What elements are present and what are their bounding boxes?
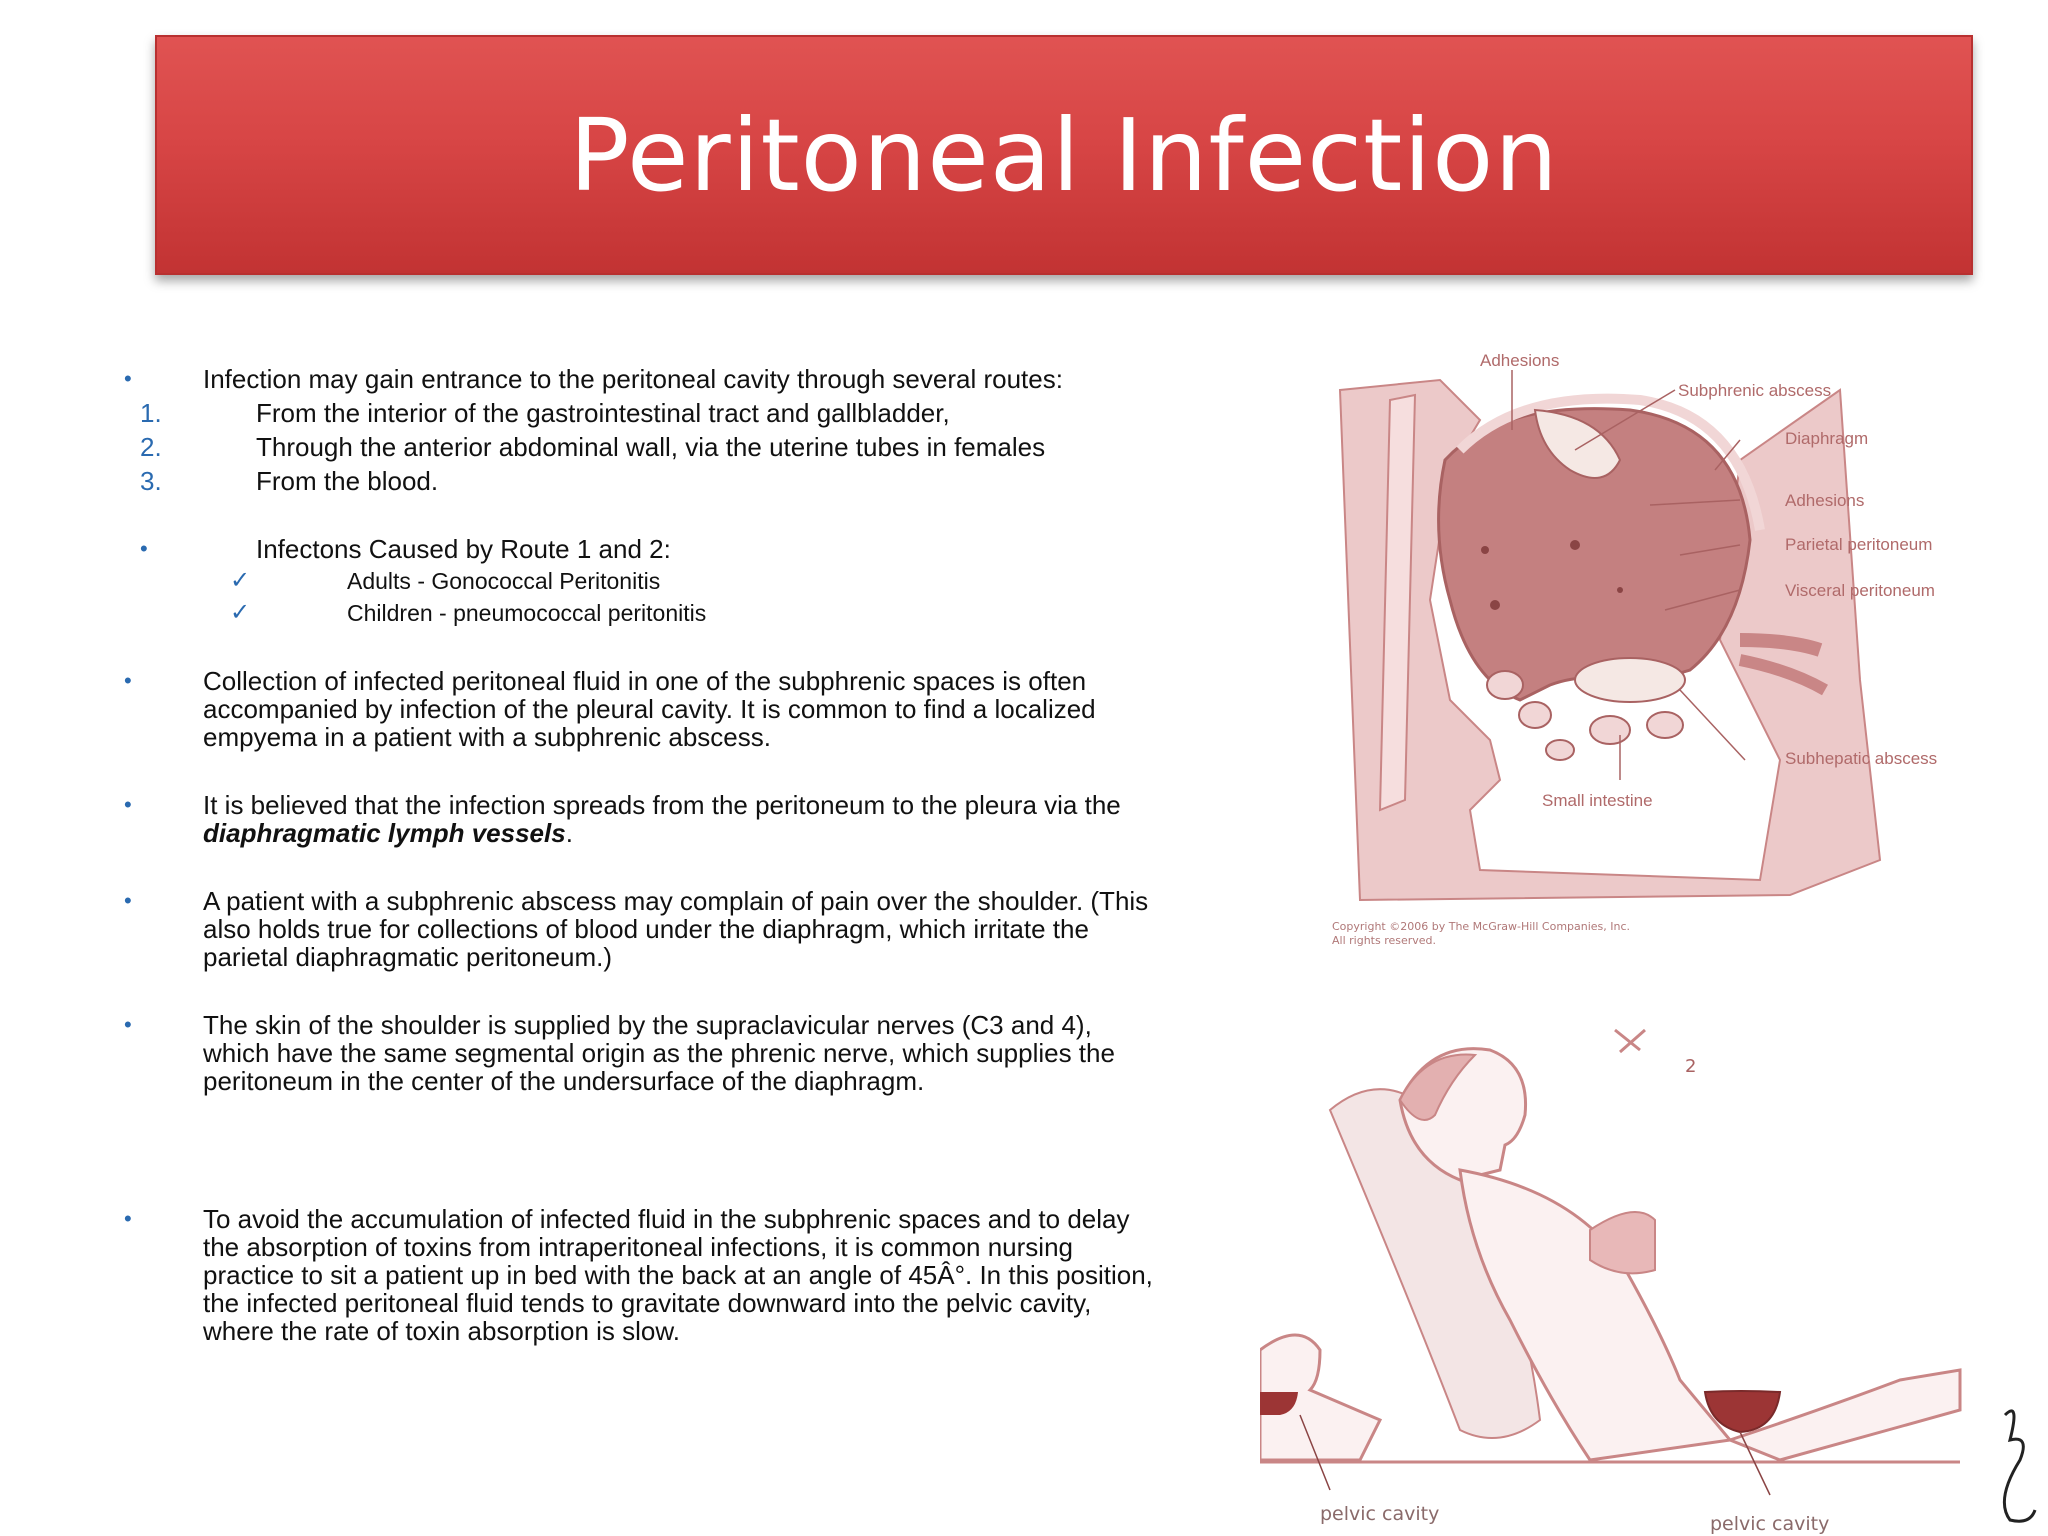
bullet-nerves	[120, 1011, 1160, 1095]
label-pelvic-cavity-left: pelvic cavity	[1320, 1503, 1440, 1525]
bullet-shoulder-pain	[120, 887, 1160, 971]
bullet-dot-icon: •	[140, 536, 148, 561]
label-parietal: Parietal peritoneum	[1785, 535, 1933, 554]
list-text: From the interior of the gastrointestinal tract and gallbladder,	[256, 398, 950, 428]
check-text: Adults - Gonococcal Peritonitis	[347, 568, 661, 594]
copyright-line1: Copyright ©2006 by The McGraw-Hill Companies, Inc.	[1332, 920, 1631, 933]
numbered-item	[120, 467, 1160, 495]
checkmark-icon: ✓	[230, 599, 251, 626]
bullet-text: To avoid the accumulation of infected fluid in the subphrenic spaces and to delay the absorption of toxins from intraperitoneal infections, it is common nursing practice to sit a patient up in bed with the back at an angle of 45Â°. In this position, the infected peritoneal fluid tends to gravitate downward into the pelvic cavity, where the rate of toxin absorption is slow.	[203, 1204, 1153, 1346]
spread-suffix: .	[565, 818, 573, 848]
slide-title: Peritoneal Infection	[569, 96, 1559, 214]
check-text: Children - pneumococcal peritonitis	[347, 600, 707, 626]
spread-text: It is believed that the infection spreads from the peritoneum to the pleura via the	[203, 790, 1121, 820]
label-visceral: Visceral peritoneum	[1785, 581, 1935, 600]
bullet-infections	[120, 535, 1160, 563]
bullet-collection	[120, 667, 1160, 751]
check-item	[120, 567, 1160, 595]
bullet-text: Infectons Caused by Route 1 and 2:	[256, 534, 671, 564]
bullet-dot-icon: •	[124, 1206, 132, 1231]
list-number: 1.	[140, 398, 162, 428]
list-number: 3.	[140, 466, 162, 496]
bullet-text: Collection of infected peritoneal fluid in one of the subphrenic spaces is often accompanied by infection of the pleural cavity. It is common to find a localized empyema in a patient with a subphrenic abscess.	[203, 666, 1096, 752]
list-number: 2.	[140, 432, 162, 462]
checkmark-icon: ✓	[230, 567, 251, 594]
bullet-spread	[120, 791, 1160, 847]
numbered-item	[120, 433, 1160, 461]
bullet-intro	[120, 365, 1160, 393]
check-item	[120, 599, 1160, 627]
bullet-nursing	[120, 1205, 1160, 1345]
numbered-item	[120, 399, 1160, 427]
list-text: Through the anterior abdominal wall, via the uterine tubes in females	[256, 432, 1046, 462]
figure-number-label: 2	[1685, 1056, 1697, 1077]
peritoneum-diagram	[1320, 340, 1960, 960]
bullet-text: The skin of the shoulder is supplied by the supraclavicular nerves (C3 and 4), which have the same segmental origin as the phrenic nerve, which supplies the peritoneum in the center of the undersurface of the diaphragm.	[203, 1010, 1115, 1096]
label-subhepatic: Subhepatic abscess	[1785, 749, 1938, 768]
bullet-dot-icon: •	[124, 888, 132, 913]
bullet-text	[203, 791, 1160, 847]
bullet-text: A patient with a subphrenic abscess may complain of pain over the shoulder. (This also holds true for collections of blood under the diaphragm, which irritate the parietal diaphragmatic peritoneum.)	[203, 886, 1149, 972]
label-adhesions-top: Adhesions	[1480, 351, 1560, 370]
label-adhesions: Adhesions	[1785, 491, 1865, 510]
emphasis-text: diaphragmatic lymph vessels	[203, 818, 566, 848]
bullet-dot-icon: •	[124, 792, 132, 817]
bullet-text: Infection may gain entrance to the peritoneal cavity through several routes:	[203, 364, 1063, 394]
title-bar	[155, 35, 1973, 275]
slide-content	[120, 365, 1160, 1345]
copyright-line2: All rights reserved.	[1332, 934, 1437, 947]
list-text: From the blood.	[256, 466, 439, 496]
label-diaphragm: Diaphragm	[1785, 429, 1869, 448]
signature-mark	[2004, 1411, 2035, 1521]
patient-position-svg	[1260, 1020, 2048, 1536]
bullet-dot-icon: •	[124, 668, 132, 693]
label-subphrenic: Subphrenic abscess	[1678, 381, 1832, 400]
patient-position-illustration	[1260, 1020, 2048, 1536]
peritoneum-diagram-svg	[1320, 340, 1960, 960]
bullet-dot-icon: •	[124, 366, 132, 391]
label-small-intestine: Small intestine	[1542, 791, 1653, 810]
bullet-dot-icon: •	[124, 1012, 132, 1037]
label-pelvic-cavity-right: pelvic cavity	[1710, 1513, 1830, 1535]
